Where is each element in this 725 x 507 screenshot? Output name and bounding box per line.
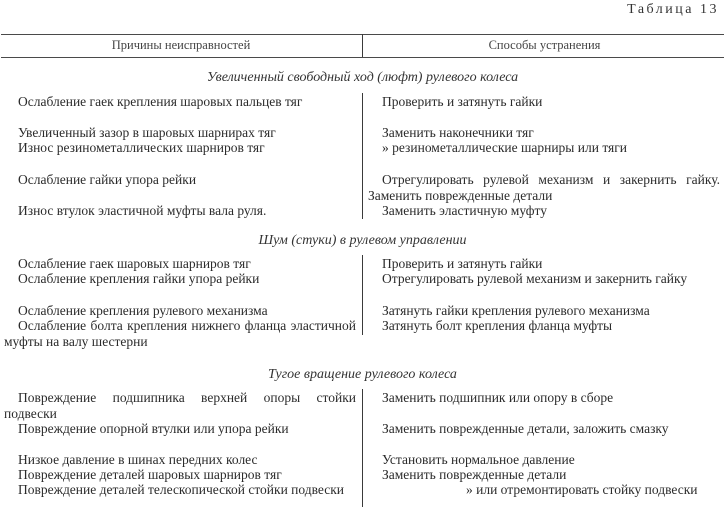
cause-cell: Повреждение деталей шаровых шарниров тяг: [18, 467, 282, 482]
remedy-cell: Заменить поврежденные детали, заложить смазку: [382, 421, 669, 436]
cause-cell: Ослабление гаек шаровых шарниров тяг: [18, 256, 251, 271]
remedy-cell: Отрегулировать рулевой механизм и закернить гайку. Заменить поврежденные детали: [368, 172, 720, 203]
cause-cell: Ослабление болта крепления нижнего фланца эластичной муфты на валу шестерни: [4, 318, 356, 349]
column-header-remedies: Способы устранения: [488, 38, 601, 52]
remedy-cell: » или отремонтировать стойку подвески: [466, 482, 698, 497]
column-divider: [362, 255, 363, 335]
remedy-cell: Проверить и затянуть гайки: [382, 94, 543, 109]
column-header-causes: Причины неисправностей: [111, 38, 251, 52]
cause-cell: Повреждение деталей телескопической стойки подвески: [18, 482, 345, 497]
header-bottom-rule: [1, 57, 724, 58]
remedy-cell: Заменить поврежденные детали: [382, 467, 567, 482]
cause-cell: Ослабление гайки упора рейки: [18, 172, 197, 187]
remedy-cell: » резинометаллические шарниры или тяги: [382, 140, 628, 155]
cause-cell: Износ резинометаллических шарниров тяг: [18, 140, 265, 155]
cause-cell: Повреждение опорной втулки или упора рейки: [18, 421, 289, 436]
remedy-cell: Установить нормальное давление: [382, 452, 575, 467]
cause-cell: Ослабление крепления рулевого механизма: [18, 303, 268, 318]
remedy-cell: Заменить эластичную муфту: [382, 203, 547, 218]
remedy-cell: Отрегулировать рулевой механизм и закернить гайку: [382, 271, 688, 286]
cause-cell: Износ втулок эластичной муфты вала руля.: [18, 203, 267, 218]
section-title: Шум (стуки) в рулевом управлении: [258, 233, 467, 248]
cause-cell: Увеличенный зазор в шаровых шарнирах тяг: [18, 125, 276, 140]
column-divider: [362, 389, 363, 507]
remedy-cell: Затянуть болт крепления фланца муфты: [382, 318, 613, 333]
section-title: Увеличенный свободный ход (люфт) рулевого колеса: [206, 70, 519, 85]
cause-cell: Повреждение подшипника верхней опоры стойки подвески: [4, 390, 356, 421]
table-number: Таблица 13: [627, 2, 719, 17]
cause-cell: Ослабление гаек крепления шаровых пальцев тяг: [18, 94, 303, 109]
remedy-cell: Заменить подшипник или опору в сборе: [382, 390, 614, 405]
cause-cell: Ослабление крепления гайки упора рейки: [18, 271, 260, 286]
remedy-cell: Заменить наконечники тяг: [382, 125, 534, 140]
cause-cell: Низкое давление в шинах передних колес: [18, 452, 258, 467]
section-title: Тугое вращение рулевого колеса: [268, 367, 457, 382]
remedy-cell: Затянуть гайки крепления рулевого механизма: [382, 303, 650, 318]
remedy-cell: Проверить и затянуть гайки: [382, 256, 543, 271]
column-divider: [362, 93, 363, 219]
header-column-divider: [362, 34, 363, 57]
